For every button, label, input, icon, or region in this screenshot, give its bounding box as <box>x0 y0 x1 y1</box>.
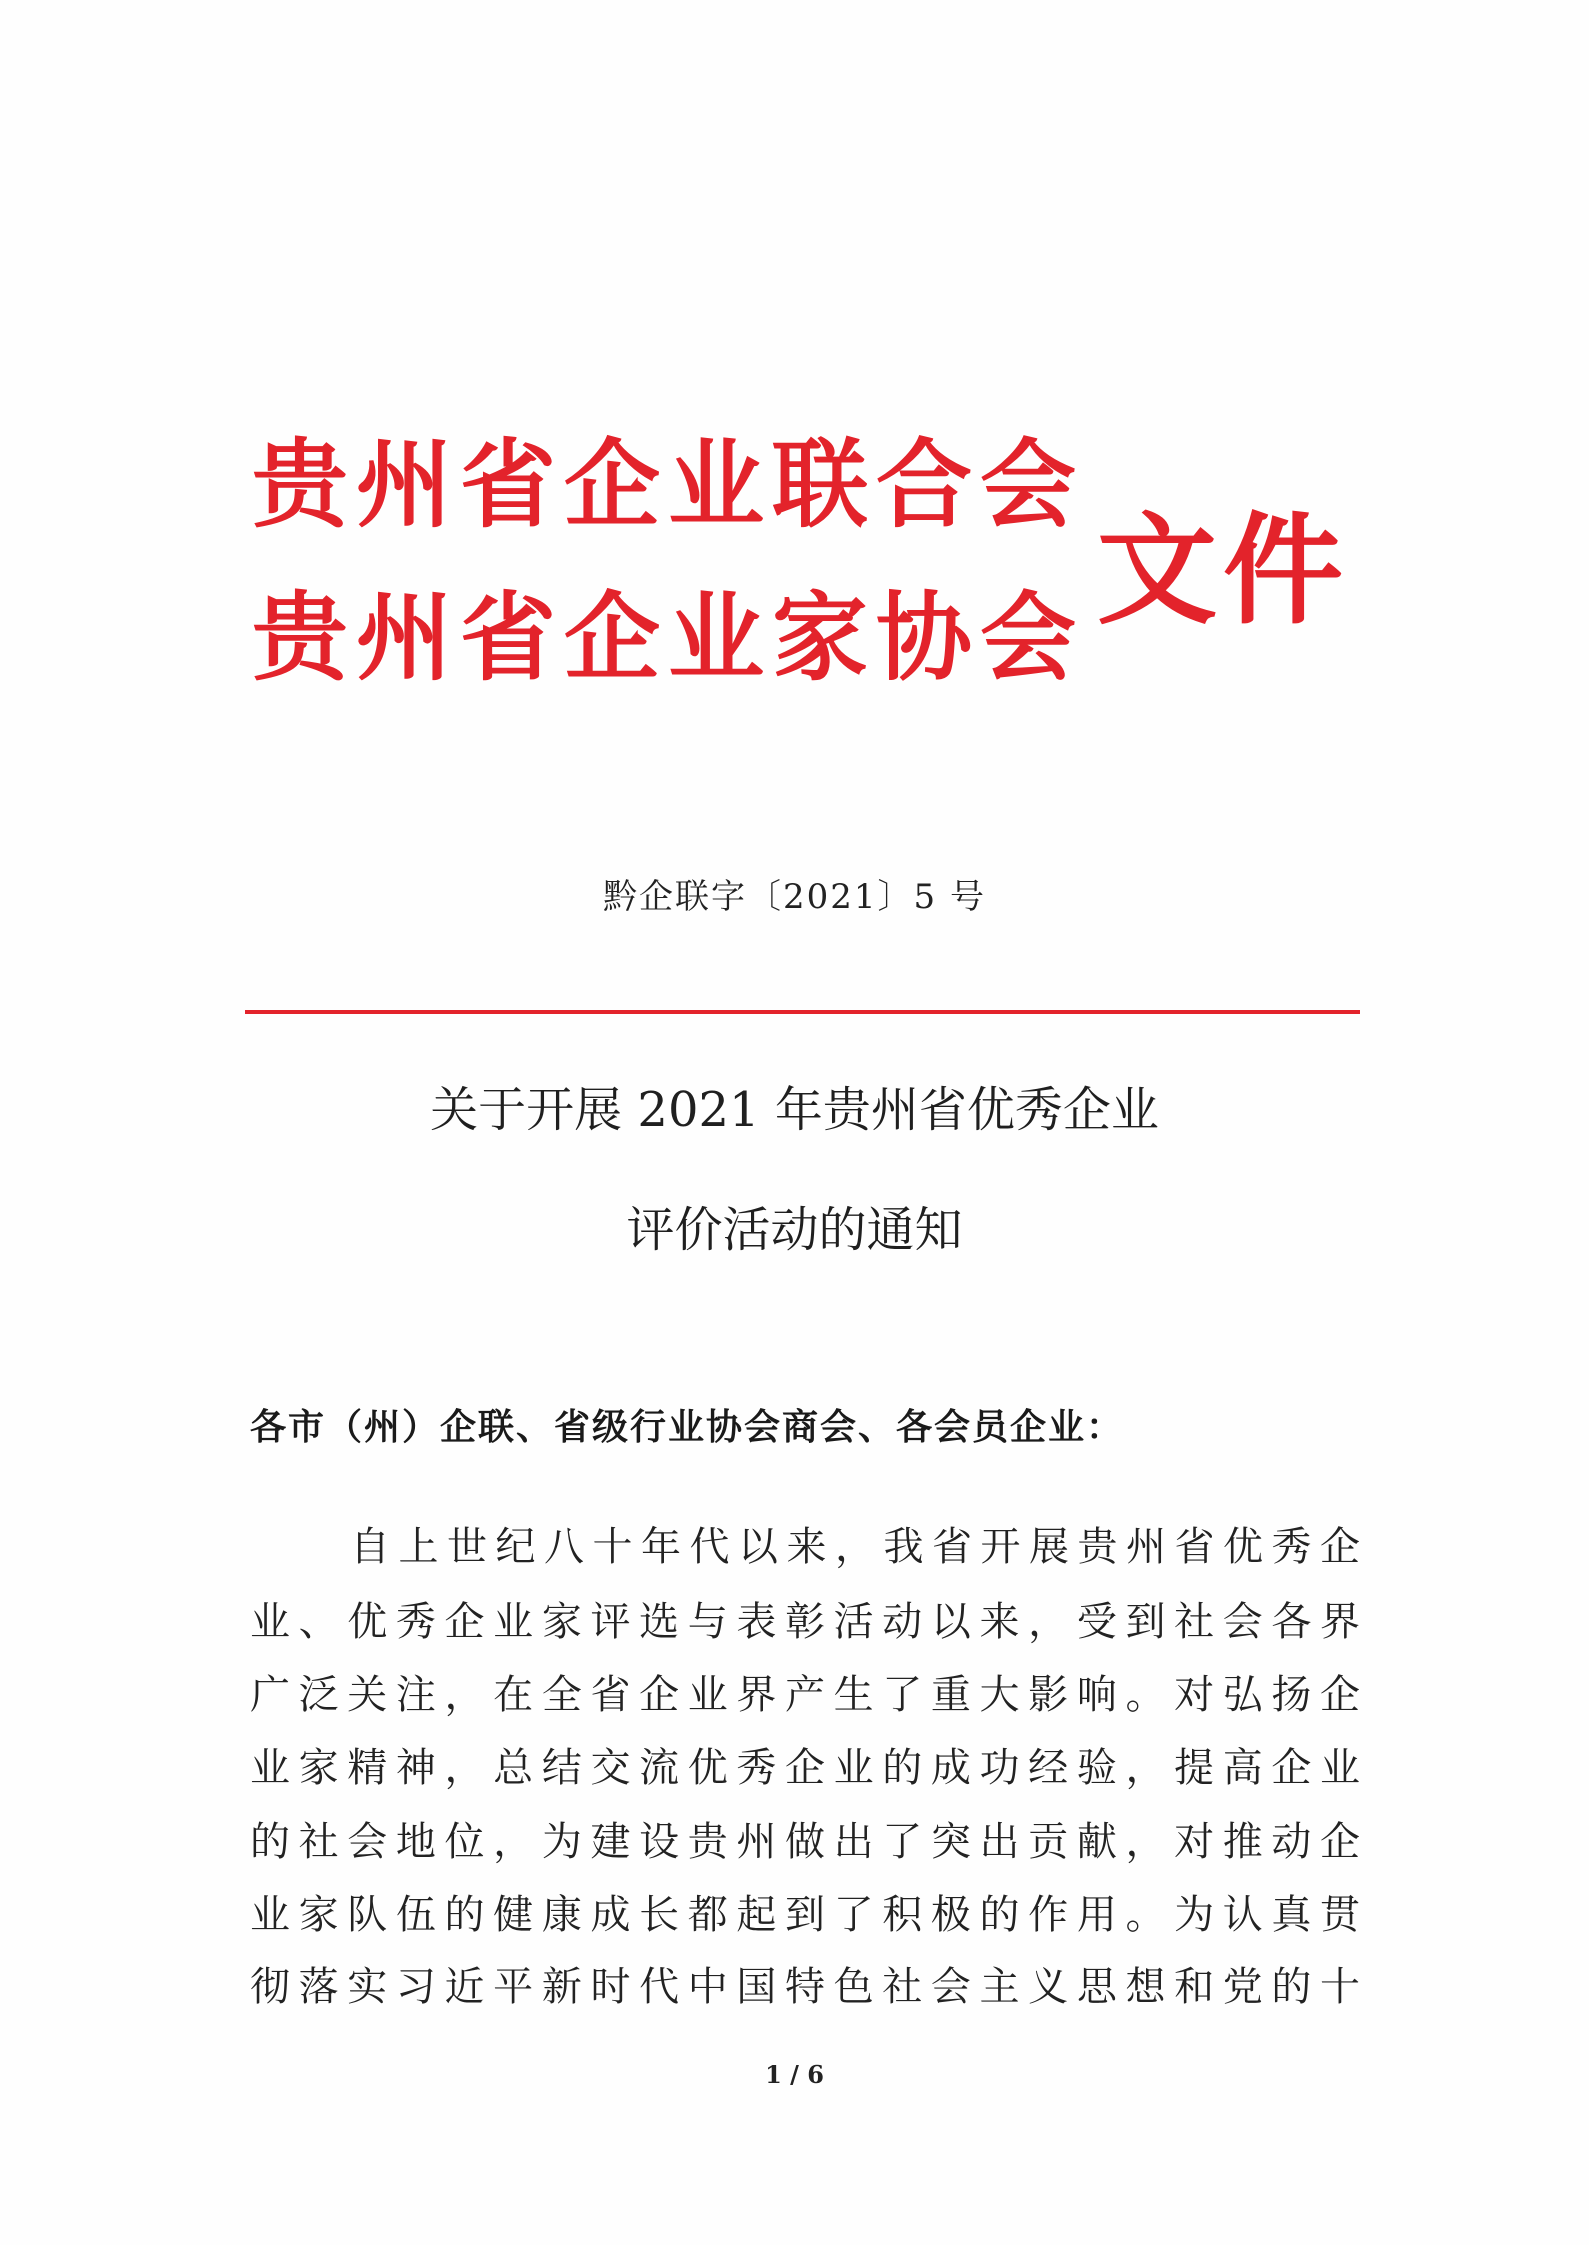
title-line-2: 评价活动的通知 <box>626 1202 963 1258</box>
body-line: 广泛关注，在全省企业界产生了重大影响。对弘扬企 <box>250 1672 1360 1718</box>
salutation: 各市（州）企联、省级行业协会商会、各会员企业： <box>250 1407 1125 1448</box>
page-number: 1 / 6 <box>765 2060 824 2089</box>
red-divider <box>245 1010 1360 1014</box>
masthead <box>252 420 1352 720</box>
masthead-line-1: 贵州省企业联合会 <box>252 429 1084 541</box>
document-number: 黔企联字〔2021〕5 号 <box>603 877 986 917</box>
masthead-suffix: 文件 <box>1097 502 1349 641</box>
body-line: 业家队伍的健康成长都起到了积极的作用。为认真贯 <box>250 1892 1360 1938</box>
masthead-line-2: 贵州省企业家协会 <box>252 582 1084 694</box>
body-line: 彻落实习近平新时代中国特色社会主义思想和党的十 <box>250 1964 1360 2010</box>
body-line: 业家精神，总结交流优秀企业的成功经验，提高企业 <box>250 1745 1360 1791</box>
body-line: 业、优秀企业家评选与表彰活动以来，受到社会各界 <box>250 1599 1360 1645</box>
body-line: 自上世纪八十年代以来，我省开展贵州省优秀企 <box>350 1524 1360 1570</box>
title-line-1: 关于开展 2021 年贵州省优秀企业 <box>430 1082 1159 1138</box>
body-line: 的社会地位，为建设贵州做出了突出贡献，对推动企 <box>250 1819 1360 1865</box>
